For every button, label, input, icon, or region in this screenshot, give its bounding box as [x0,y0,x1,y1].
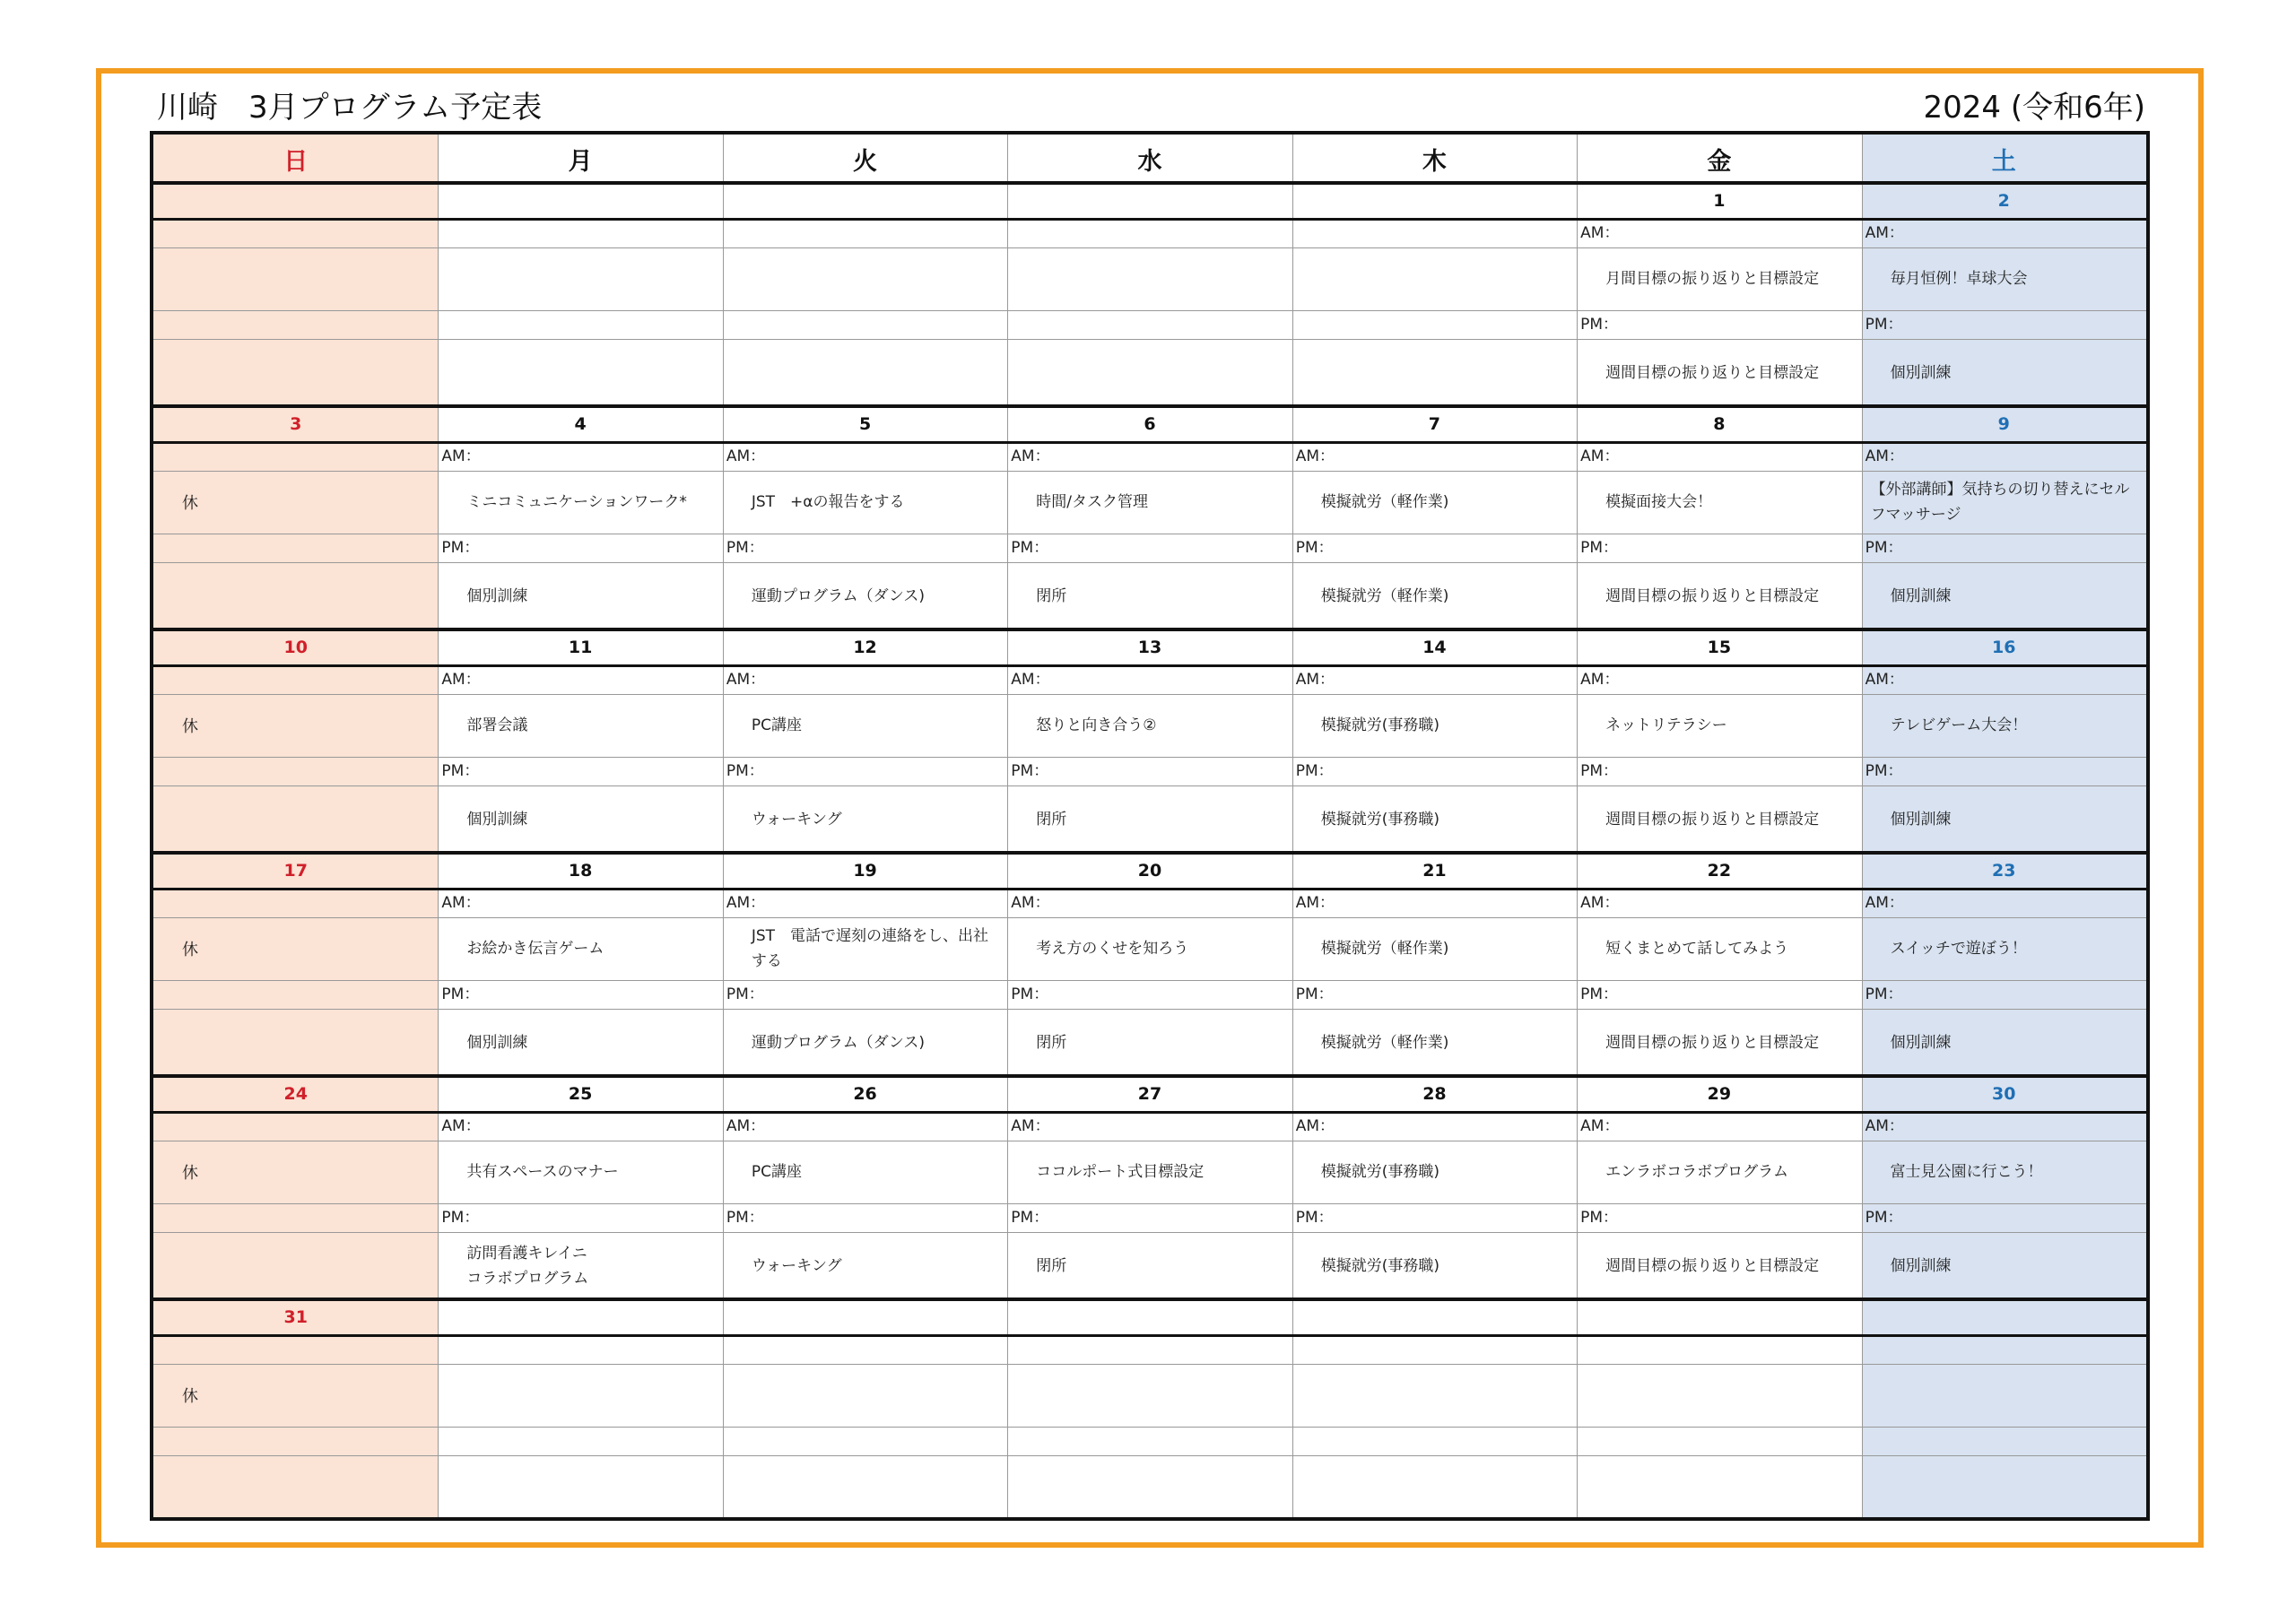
am-activity [438,1364,722,1427]
pm-activity: 個別訓練 [1890,1033,1952,1052]
am-activity: 模擬就労（軽作業) [1320,493,1449,511]
pm-activity: 閉所 [1036,586,1067,605]
am-label: AM： [1580,894,1620,912]
pm-label: PM： [1580,539,1619,557]
am-activity: JST +αの報告をする [751,493,905,511]
day-number: 4 [574,414,587,434]
day-number: 23 [1992,861,2016,881]
pm-label: PM： [1011,1209,1049,1227]
pm-label: PM： [1580,316,1619,334]
am-activity: 模擬就労(事務職) [1320,1163,1439,1181]
am-activity [1292,247,1577,310]
am-activity: ミニコミュニケーションワーク* [466,493,687,511]
pm-activity: 週間目標の振り返りと目標設定 [1605,363,1820,382]
closed-day-label: 休 [182,494,198,513]
day-number: 16 [1992,638,2016,657]
day-number: 28 [1422,1084,1447,1104]
pm-label: PM： [441,539,480,557]
day-number: 22 [1707,861,1732,881]
weekday-header: 土 [1991,147,2016,176]
closed-day-label: 休 [182,1387,198,1406]
am-activity [723,1364,1007,1427]
pm-activity: 個別訓練 [1890,1256,1952,1275]
day-number [1577,1299,1861,1335]
pm-activity [1007,1455,1292,1523]
am-label: AM： [726,1117,766,1135]
weekday-header: 水 [1137,147,1162,176]
am-label: AM： [1580,1117,1620,1135]
pm-label: PM： [1865,985,1903,1003]
day-number: 8 [1713,414,1726,434]
day-number: 29 [1707,1084,1732,1104]
am-label: AM： [1865,224,1904,242]
pm-label: PM： [1865,316,1903,334]
pm-label: PM： [1295,762,1334,780]
pm-label: PM： [1011,762,1049,780]
pm-label: PM： [726,1209,764,1227]
pm-activity [723,339,1007,406]
am-activity: エンラボコラボプログラム [1605,1163,1788,1181]
am-activity: 共有スペースのマナー [466,1163,619,1181]
day-number: 30 [1992,1084,2016,1104]
pm-label: PM： [441,1209,480,1227]
pm-activity [1292,339,1577,406]
weekday-header: 木 [1422,147,1447,176]
am-label: AM： [1865,894,1904,912]
am-activity [438,247,722,310]
am-label: AM： [726,894,766,912]
am-label: AM： [1580,224,1620,242]
pm-label: PM： [1580,762,1619,780]
pm-activity: 閉所 [1036,810,1067,829]
day-number: 26 [853,1084,877,1104]
am-activity [1862,1364,2146,1427]
day-number: 7 [1428,414,1441,434]
am-activity [723,247,1007,310]
weekday-header: 月 [568,147,593,176]
pm-label: PM： [1295,1209,1334,1227]
pm-label: PM： [726,539,764,557]
day-number [1292,183,1577,219]
pm-activity: 週間目標の振り返りと目標設定 [1605,1033,1820,1052]
am-label: AM： [1865,1117,1904,1135]
pm-activity: ウォーキング [751,810,842,829]
am-activity: テレビゲーム大会！ [1890,716,2028,734]
pm-activity [1862,1455,2146,1523]
day-number: 1 [1713,191,1726,211]
day-number: 12 [853,638,877,657]
closed-day-label: 休 [182,1164,198,1183]
am-label: AM： [441,894,481,912]
pm-label: PM： [726,985,764,1003]
pm-activity: 訪問看護キレイニ コラボプログラム [466,1244,589,1288]
closed-day-label: 休 [182,941,198,959]
am-activity: 富士見公園に行こう！ [1890,1163,2043,1181]
am-label: AM： [441,1117,481,1135]
day-number [438,1299,722,1335]
day-number: 9 [1997,414,2010,434]
am-label: AM： [1295,447,1335,465]
am-activity: 毎月恒例！卓球大会 [1890,270,2028,288]
am-label: AM： [1865,447,1904,465]
day-number: 31 [283,1307,308,1327]
am-label: AM： [1295,894,1335,912]
day-number: 25 [568,1084,593,1104]
pm-activity: 個別訓練 [1890,586,1952,605]
pm-activity: 個別訓練 [466,586,528,605]
am-label: AM： [1011,671,1050,689]
pm-label: PM： [1865,1209,1903,1227]
day-number: 5 [858,414,872,434]
am-activity: 短くまとめて話してみよう [1605,940,1789,958]
closed-day-label: 休 [182,717,198,736]
am-activity: ネットリテラシー [1605,716,1727,734]
day-number: 2 [1997,191,2010,211]
am-label: AM： [1865,671,1904,689]
day-number: 14 [1422,638,1447,657]
pm-label: PM： [1580,985,1619,1003]
day-number: 3 [290,414,302,434]
pm-activity: 個別訓練 [466,810,528,829]
pm-label: PM： [1011,985,1049,1003]
am-label: AM： [1011,1117,1050,1135]
pm-activity: 個別訓練 [1890,810,1952,829]
day-number [1292,1299,1577,1335]
weekday-header: 火 [853,147,878,176]
pm-activity [1577,1455,1861,1523]
am-label: AM： [1580,671,1620,689]
am-activity: 部署会議 [466,716,528,734]
am-activity: 模擬就労（軽作業) [1320,940,1449,958]
day-number: 27 [1137,1084,1162,1104]
pm-activity: 個別訓練 [1890,363,1952,382]
am-activity [1007,247,1292,310]
day-number [1007,1299,1292,1335]
day-number [723,1299,1007,1335]
am-label: AM： [726,671,766,689]
am-activity: 模擬就労(事務職) [1320,716,1439,734]
day-number [1862,1299,2146,1335]
am-activity [1292,1364,1577,1427]
pm-label: PM： [1865,762,1903,780]
pm-activity [1292,1455,1577,1523]
pm-activity: 週間目標の振り返りと目標設定 [1605,1256,1820,1275]
weekday-header: 日 [283,147,309,176]
am-activity: JST 電話で遅刻の連絡をし、出社する [751,927,989,970]
day-number: 10 [283,638,308,657]
pm-label: PM： [726,762,764,780]
pm-activity: 模擬就労（軽作業) [1320,586,1449,605]
pm-activity: ウォーキング [751,1256,842,1275]
day-number: 18 [568,861,593,881]
am-label: AM： [441,447,481,465]
pm-activity: 模擬就労(事務職) [1320,810,1439,829]
day-number [153,183,438,219]
pm-activity: 週間目標の振り返りと目標設定 [1605,810,1820,829]
pm-activity: 個別訓練 [466,1033,528,1052]
am-activity [1577,1364,1861,1427]
am-activity: 【外部講師】気持ちの切り替えにセルフマッサージ [1870,481,2130,524]
pm-label: PM： [1295,985,1334,1003]
am-activity: お絵かき伝言ゲーム [466,940,604,958]
am-label: AM： [441,671,481,689]
am-activity: PC講座 [751,1163,802,1181]
pm-activity [438,1455,722,1523]
pm-label: PM： [441,985,480,1003]
year-label: 2024 (令和6年) [1923,90,2145,126]
day-number [1007,183,1292,219]
day-number: 19 [853,861,877,881]
weekday-header: 金 [1707,147,1732,176]
calendar-grid [150,131,2150,1521]
pm-label: PM： [1295,539,1334,557]
am-activity: 模擬面接大会！ [1605,493,1713,511]
pm-activity: 運動プログラム（ダンス) [751,586,925,605]
am-label: AM： [1295,671,1335,689]
day-number: 20 [1137,861,1162,881]
row-divider [153,1427,2146,1428]
am-label: AM： [1295,1117,1335,1135]
pm-activity [1007,339,1292,406]
day-number: 11 [568,638,593,657]
pm-activity [438,339,722,406]
pm-activity: 模擬就労（軽作業) [1320,1033,1449,1052]
day-number: 6 [1144,414,1156,434]
pm-label: PM： [441,762,480,780]
pm-activity: 運動プログラム（ダンス) [751,1033,925,1052]
day-number: 17 [283,861,308,881]
am-label: AM： [1580,447,1620,465]
am-label: AM： [1011,447,1050,465]
pm-activity [723,1455,1007,1523]
am-activity: 怒りと向き合う② [1036,716,1157,734]
am-activity: 月間目標の振り返りと目標設定 [1605,270,1820,288]
pm-label: PM： [1580,1209,1619,1227]
pm-label: PM： [1865,539,1903,557]
day-number [723,183,1007,219]
am-activity: スイッチで遊ぼう！ [1890,940,2027,958]
am-activity [1007,1364,1292,1427]
page-title: 川崎 3月プログラム予定表 [157,90,543,126]
am-activity: PC講座 [751,716,802,734]
day-number: 15 [1707,638,1732,657]
am-label: AM： [726,447,766,465]
day-number: 21 [1422,861,1447,881]
pm-activity: 閉所 [1036,1256,1067,1275]
am-activity: 考え方のくせを知ろう [1036,940,1189,958]
am-activity: 時間/タスク管理 [1036,493,1149,511]
pm-activity: 閉所 [1036,1033,1067,1052]
am-label: AM： [1011,894,1050,912]
pm-activity: 模擬就労(事務職) [1320,1256,1439,1275]
pm-activity: 週間目標の振り返りと目標設定 [1605,586,1820,605]
pm-label: PM： [1011,539,1049,557]
day-number [438,183,722,219]
am-activity: ココルポート式目標設定 [1036,1163,1205,1181]
day-number: 24 [283,1084,308,1104]
day-number: 13 [1137,638,1162,657]
